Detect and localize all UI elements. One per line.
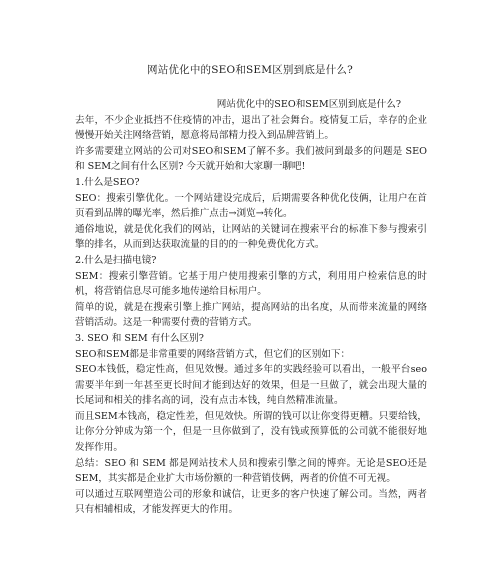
section-heading: 1.什么是SEO? xyxy=(75,176,140,188)
paragraph: 总结：SEO 和 SEM 都是网站技术人员和搜索引擎之间的博弈。无论是SEO还是SEM，其实都是企业扩大市场份额的一种营销伎俩，两者的价值不可无视。 xyxy=(75,457,427,485)
paragraph: 去年，不少企业抵挡不住疫情的冲击，退出了社会舞台。疫情复工后，幸存的企业慢慢开始关注网络营销，愿意将局部精力投入到品牌营销上。 xyxy=(75,114,427,142)
paragraph: SEO本钱低，稳定性高，但见效慢。通过多年的实践经验可以看出，一般平台seo需要半年到一年甚至更长时间才能到达好的效果，但是一旦做了，就会出现大量的长尾词和相关的排名高的词，没有点击本钱，纯自然精准流量。 xyxy=(75,364,427,407)
paragraph: 可以通过互联网塑造公司的形象和诚信，让更多的客户快速了解公司。当然，两者只有相辅相成，才能发挥更大的作用。 xyxy=(75,488,427,516)
document-body xyxy=(75,97,427,518)
paragraph: SEM：搜索引擎营销。它基于用户使用搜索引擎的方式，利用用户检索信息的时机，将营销信息尽可能多地传递给目标用户。 xyxy=(75,270,427,298)
section-heading: 2.什么是扫描电镜? xyxy=(75,254,157,266)
paragraph: 而且SEM本钱高，稳定性差，但见效快。所谓的钱可以让你变得更糟。只要给钱，让你分分钟成为第一个，但是一旦你做到了，没有钱或预算低的公司就不能很好地发挥作用。 xyxy=(75,410,427,454)
document-subtitle: 网站优化中的SEO和SEM区别到底是什么? xyxy=(216,99,401,110)
paragraph: SEO和SEM都是非常重要的网络营销方式，但它们的区别如下： xyxy=(75,348,351,360)
paragraph: SEO：搜索引擎优化。一个网站建设完成后，后期需要各种优化伎俩，让用户在首页看到品牌的曝光率，然后推广点击→浏览→转化。 xyxy=(75,192,427,220)
paragraph: 简单的说，就是在搜索引擎上推广网站，提高网站的出名度，从而带来流量的网络营销活动。这是一种需要付费的营销方式。 xyxy=(75,301,427,329)
document-title: 网站优化中的SEO和SEM区别到底是什么? xyxy=(147,64,353,76)
section-heading: 3. SEO 和 SEM 有什么区别? xyxy=(75,332,204,344)
paragraph: 通俗地说，就是优化我们的网站，让网站的关键词在搜索平台的标准下参与搜索引擎的排名，从而到达获取流量的目的的一种免费优化方式。 xyxy=(75,223,427,251)
paragraph: 许多需要建立网站的公司对SEO和SEM了解不多。我们被问到最多的问题是 SEO 和 SEM之间有什么区别? 今天就开始和大家聊一聊吧! xyxy=(75,145,427,173)
